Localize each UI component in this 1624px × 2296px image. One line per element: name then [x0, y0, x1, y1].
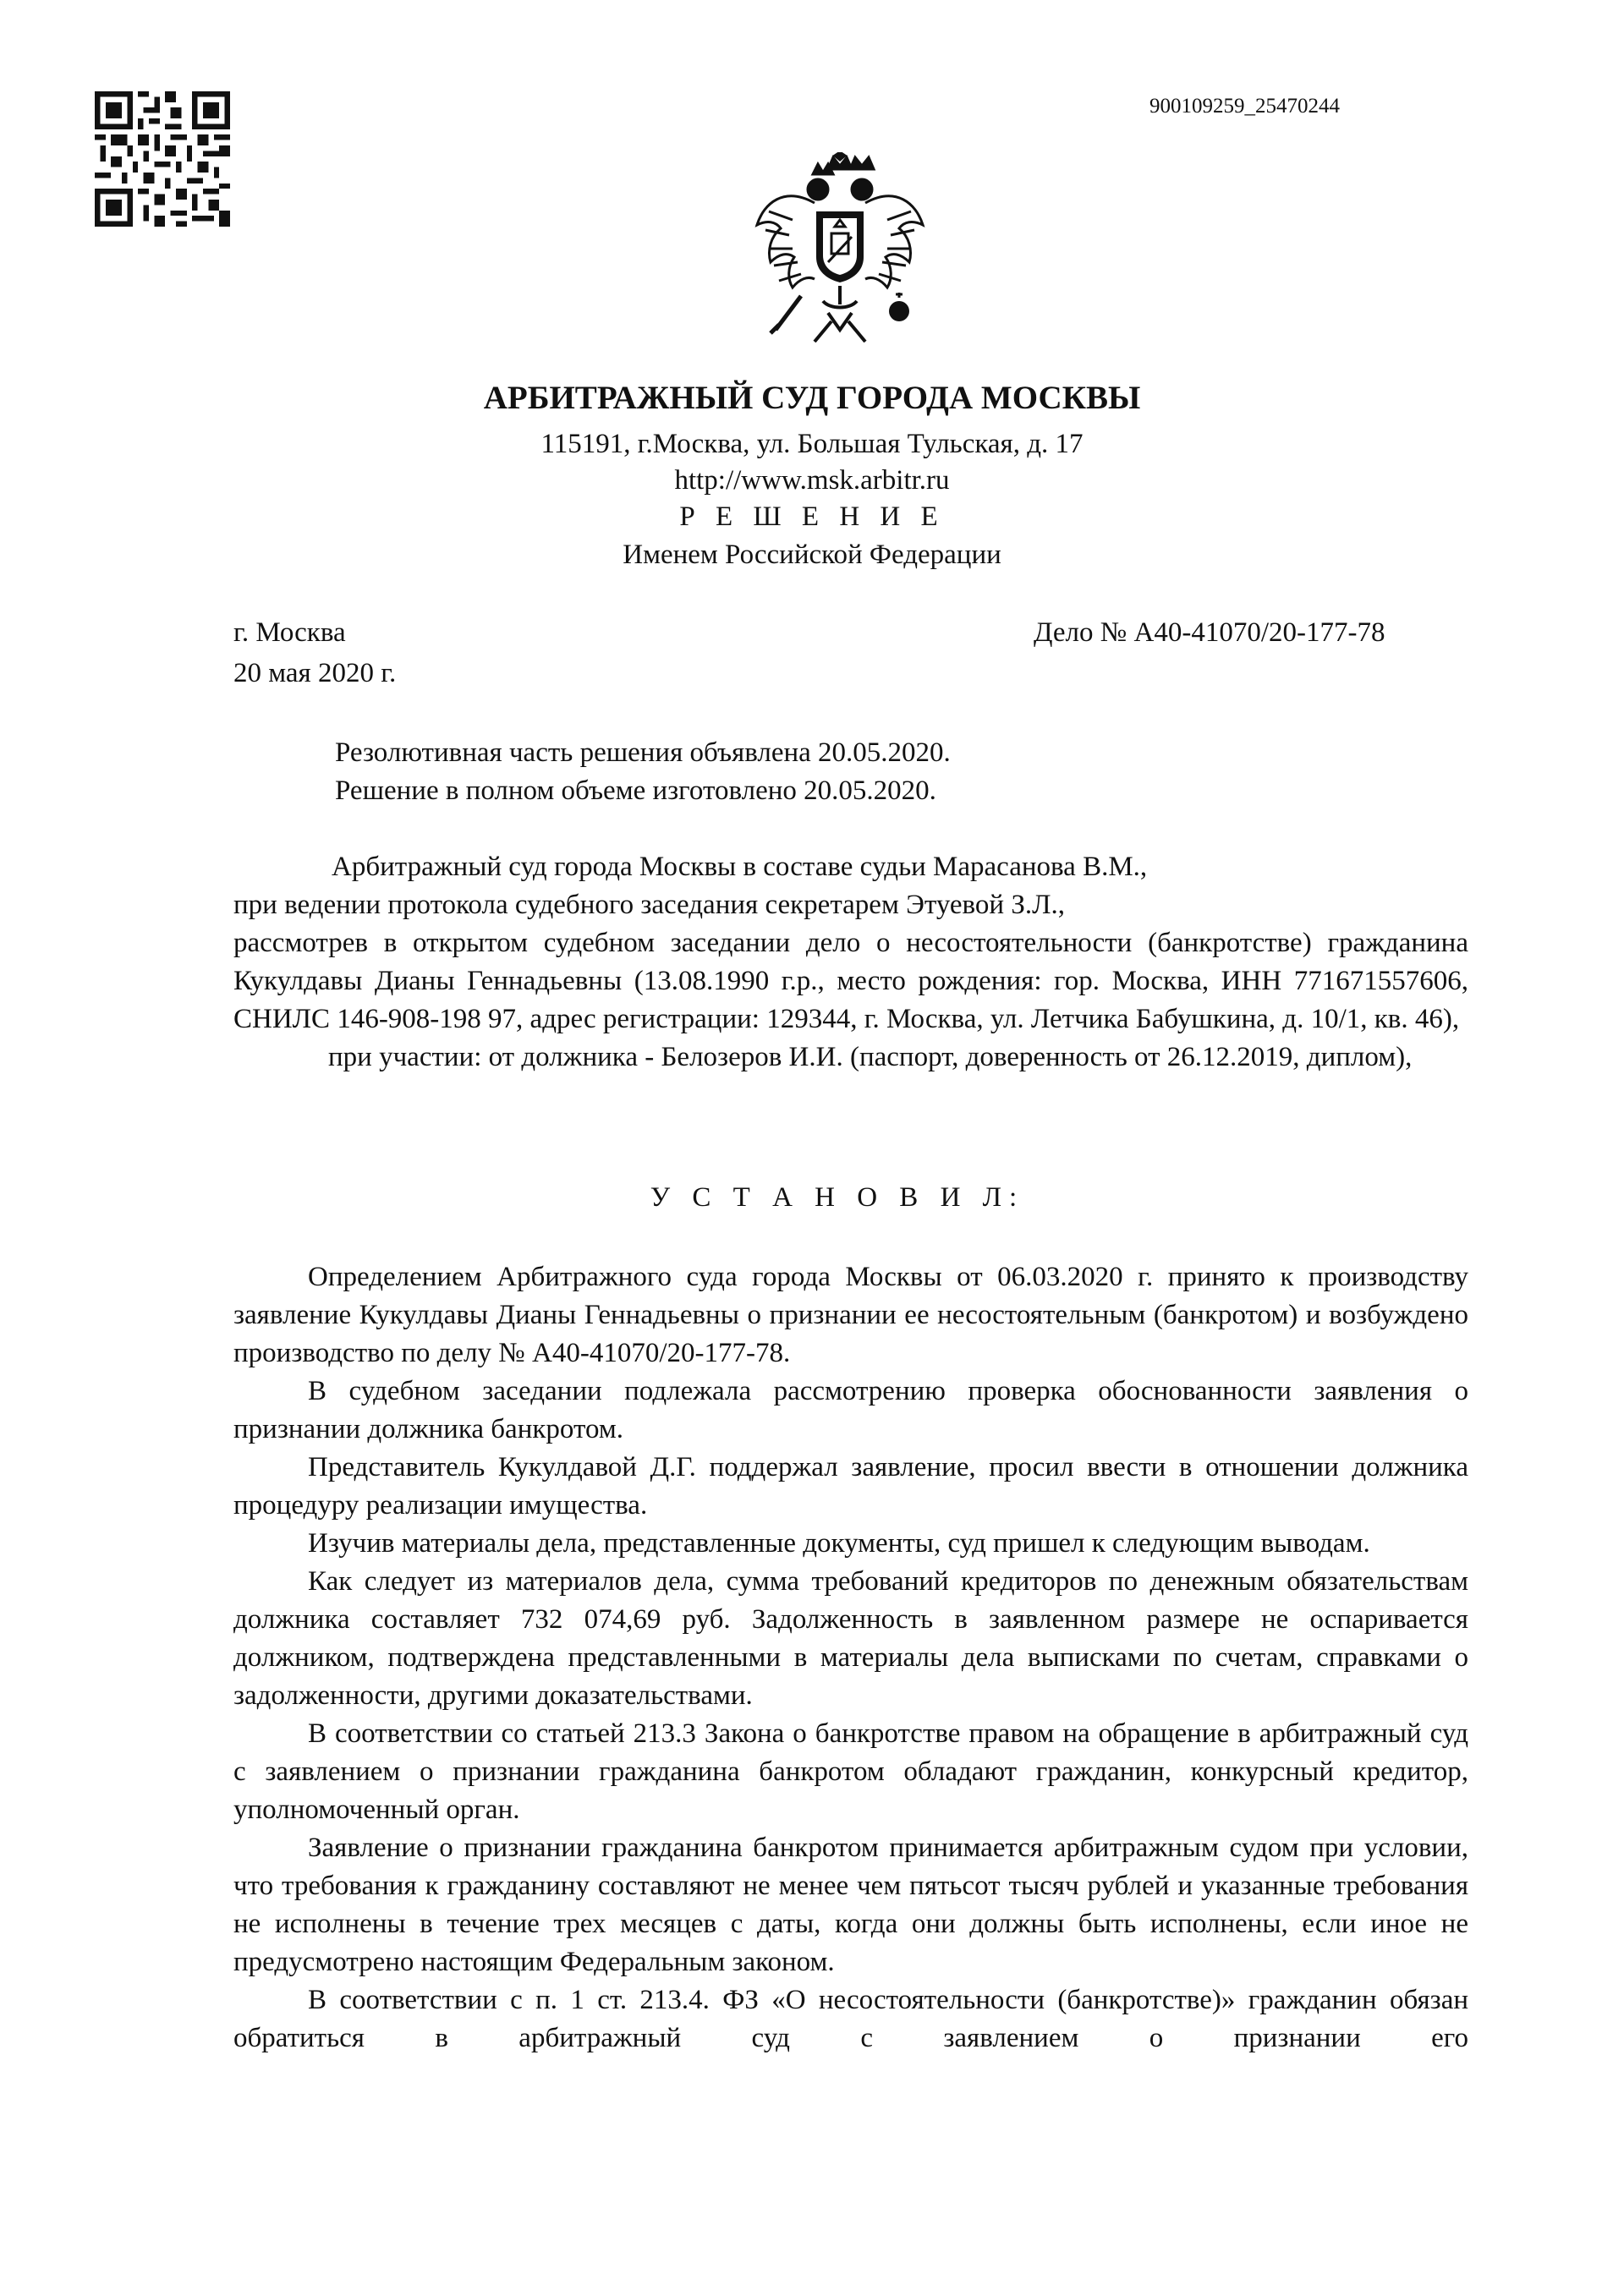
decision-heading: Р Е Ш Е Н И Е — [679, 501, 945, 532]
on-behalf-line: Именем Российской Федерации — [623, 540, 1001, 570]
court-url: http://www.msk.arbitr.ru — [674, 465, 950, 496]
paragraph: Представитель Кукулдавой Д.Г. поддержал заявление, просил ввести в отношении должника процедуру реализации имущества. — [233, 1452, 1468, 1521]
paragraph: Как следует из материалов дела, сумма требований кредиторов по денежным обязательствам должника составляет 732 074,69 руб. Задолженность в заявленном размере не оспаривается должником, подтверждена представленными в материалы дела выписками по счетам, справками о задолженности, другими доказательствами. — [233, 1566, 1468, 1711]
court-name: АРБИТРАЖНЫЙ СУД ГОРОДА МОСКВЫ — [483, 380, 1141, 416]
case-number: Дело № А40-41070/20-177-78 — [1034, 617, 1385, 648]
intro-paragraph: при участии: от должника - Белозеров И.И. (паспорт, доверенность от 26.12.2019, диплом), — [328, 1042, 1413, 1072]
resolution-block — [335, 734, 1570, 810]
qr-code-icon — [95, 91, 230, 227]
document-id: 900109259_25470244 — [1149, 95, 1340, 118]
intro-paragraph: рассмотрев в открытом судебном заседании дело о несостоятельности (банкротстве) гражданина Кукулдавы Дианы Геннадьевны (13.08.1990 г.р., место рождения: гор. Москва, ИНН 771671557606, СНИЛС 146-908-198 97, адрес регистрации: 129344, г. Москва, ул. Летчика Бабушкина, д. 10/1, кв. 46), — [233, 928, 1468, 1034]
resolution-line: Решение в полном объеме изготовлено 20.05.2020. — [335, 775, 936, 806]
paragraph: Определением Арбитражного суда города Москвы от 06.03.2020 г. принято к производству заявление Кукулдавы Дианы Геннадьевны о признании ее несостоятельным (банкротом) и возбуждено производство по делу № А40-41070/20-177-78. — [233, 1262, 1468, 1368]
coat-of-arms-icon — [750, 152, 930, 342]
main-text — [233, 1258, 1468, 2058]
paragraph: В соответствии со статьей 213.3 Закона о банкротстве правом на обращение в арбитражный суд с заявлением о признании гражданина банкротом обладают гражданин, конкурсный кредитор, уполномоченный орган. — [233, 1718, 1468, 1825]
paragraph: В судебном заседании подлежала рассмотрению проверка обоснованности заявления о признании должника банкротом. — [233, 1376, 1468, 1444]
intro-line: при ведении протокола судебного заседания секретарем Этуевой З.Л., — [233, 890, 1065, 920]
decision-date: 20 мая 2020 г. — [233, 658, 397, 688]
established-heading: У С Т А Н О В И Л: — [650, 1182, 1025, 1213]
intro-line: Арбитражный суд города Москвы в составе судьи Марасанова В.М., — [332, 852, 1148, 882]
paragraph: В соответствии с п. 1 ст. 213.4. ФЗ «О несостоятельности (банкротстве)» гражданин обязан обратиться в арбитражный суд с заявлением о признании его — [233, 1985, 1468, 2053]
resolution-line: Резолютивная часть решения объявлена 20.05.2020. — [335, 737, 951, 768]
court-address: 115191, г.Москва, ул. Большая Тульская, д. 17 — [540, 429, 1084, 459]
paragraph: Заявление о признании гражданина банкротом принимается арбитражным судом при условии, что требования к гражданину составляют не менее чем пятьсот тысяч рублей и указанные требования не исполнены в течение трех месяцев с даты, когда они должны быть исполнены, если иное не предусмотрено настоящим Федеральным законом. — [233, 1833, 1468, 1977]
city: г. Москва — [233, 617, 346, 648]
intro-block — [233, 848, 1468, 1077]
paragraph: Изучив материалы дела, представленные документы, суд пришел к следующим выводам. — [308, 1528, 1370, 1559]
